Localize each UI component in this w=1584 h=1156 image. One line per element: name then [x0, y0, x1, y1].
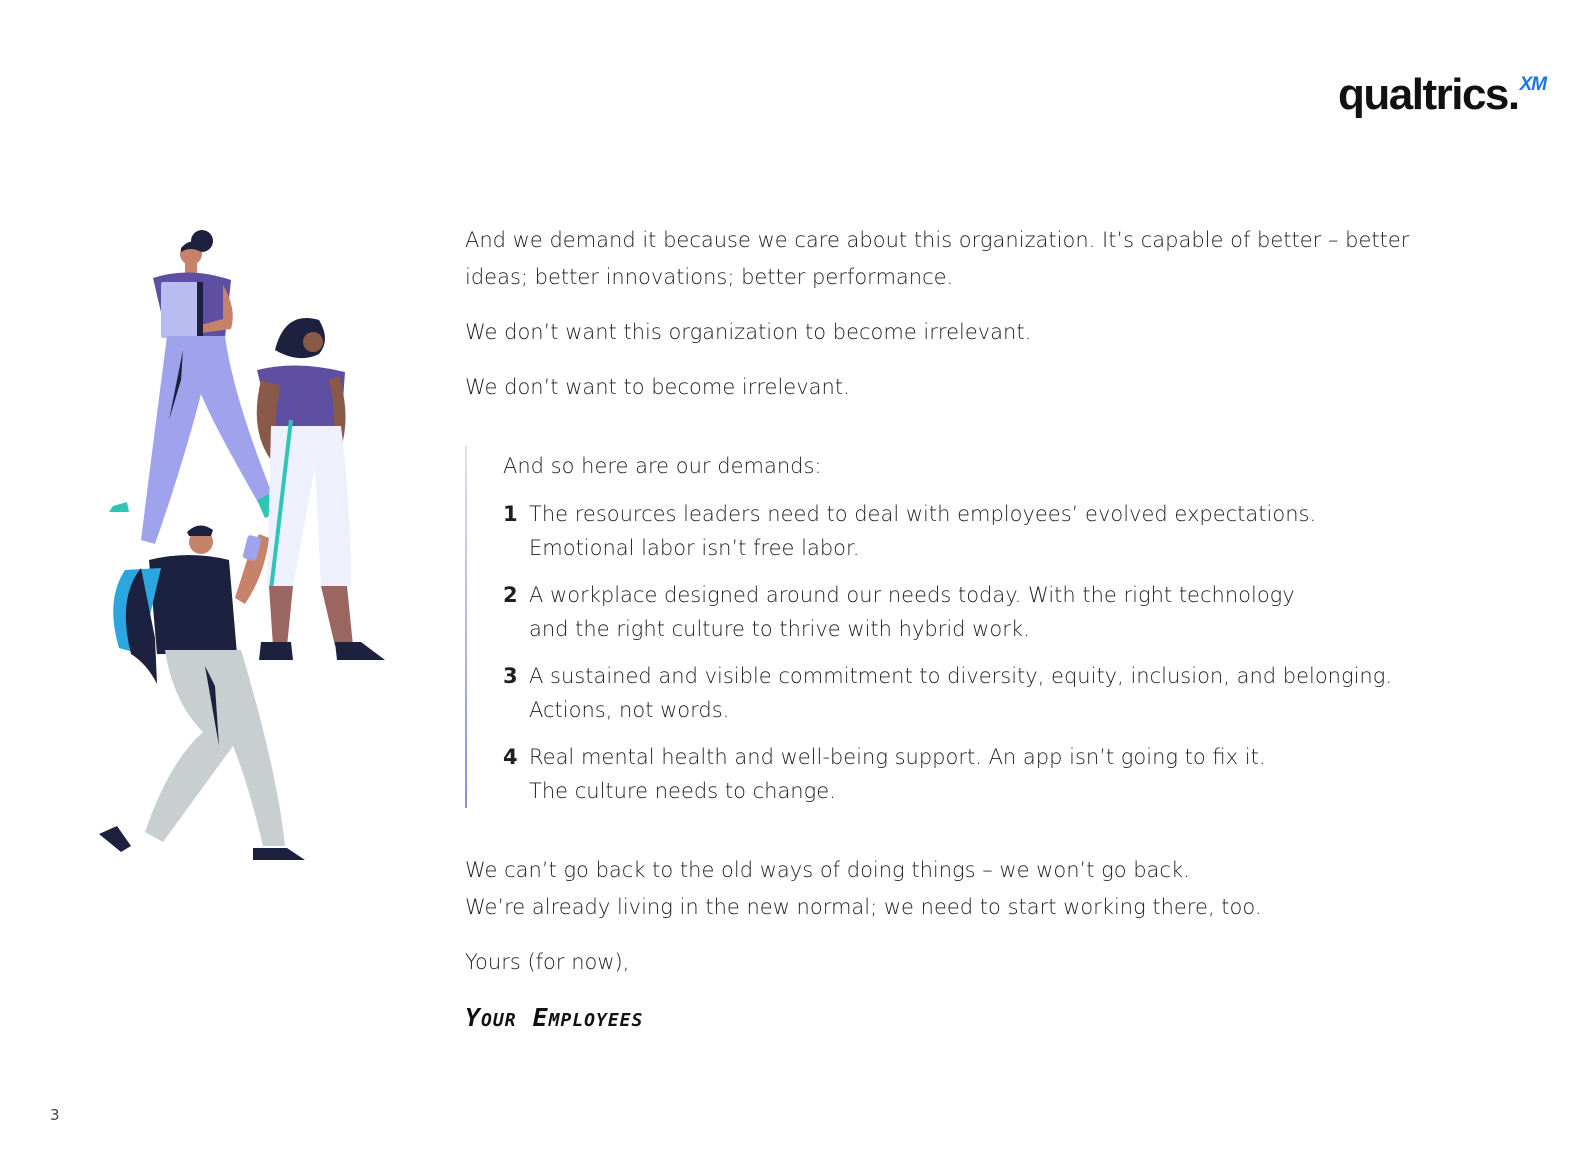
valediction: Yours (for now),	[465, 950, 630, 974]
woman-with-tablet-figure	[109, 230, 275, 544]
demands-intro: And so here are our demands:	[503, 454, 822, 478]
paragraph-care: And we demand it because we care about this organization. It’s capable of better – better ideas; better innovations; better performance.	[465, 228, 1410, 289]
paragraph-closing	[465, 852, 1475, 926]
demand-text: The resources leaders need to deal with employees’ evolved expectations.	[529, 502, 1317, 526]
page-number: 3	[50, 1106, 60, 1124]
demand-subtext: Emotional labor isn’t free labor.	[529, 536, 860, 560]
employees-illustration	[85, 230, 395, 870]
demand-item	[503, 659, 1475, 727]
demand-number: 2	[503, 583, 518, 607]
demand-item	[503, 740, 1475, 808]
demand-subtext: and the right culture to thrive with hybrid work.	[529, 617, 1030, 641]
demand-number: 1	[503, 502, 518, 526]
closing-line-2: We’re already living in the new normal; we need to start working there, too.	[465, 895, 1262, 919]
paragraph-org-irrelevant: We don’t want this organization to become irrelevant.	[465, 320, 1032, 344]
letter-body	[465, 222, 1475, 1036]
paragraph-we-irrelevant: We don’t want to become irrelevant.	[465, 375, 850, 399]
demand-number: 3	[503, 664, 518, 688]
logo-xm-mark: XM	[1519, 74, 1547, 95]
demand-item	[503, 578, 1475, 646]
demand-text: A workplace designed around our needs today. With the right technology	[529, 583, 1295, 607]
demand-subtext: Actions, not words.	[529, 698, 730, 722]
demand-item	[503, 497, 1475, 565]
demand-number: 4	[503, 745, 518, 769]
closing-line-1: We can’t go back to the old ways of doing things – we won’t go back.	[465, 858, 1190, 882]
demand-text: Real mental health and well-being support. An app isn’t going to fix it.	[529, 745, 1266, 769]
qualtrics-logo	[1338, 70, 1546, 120]
demand-subtext: The culture needs to change.	[529, 779, 836, 803]
logo-wordmark: qualtrics.	[1338, 70, 1519, 119]
demand-text: A sustained and visible commitment to diversity, equity, inclusion, and belonging.	[529, 664, 1393, 688]
woman-standing-figure	[257, 318, 385, 660]
signature: Your Employees	[465, 1003, 644, 1032]
demands-block	[465, 446, 1475, 808]
